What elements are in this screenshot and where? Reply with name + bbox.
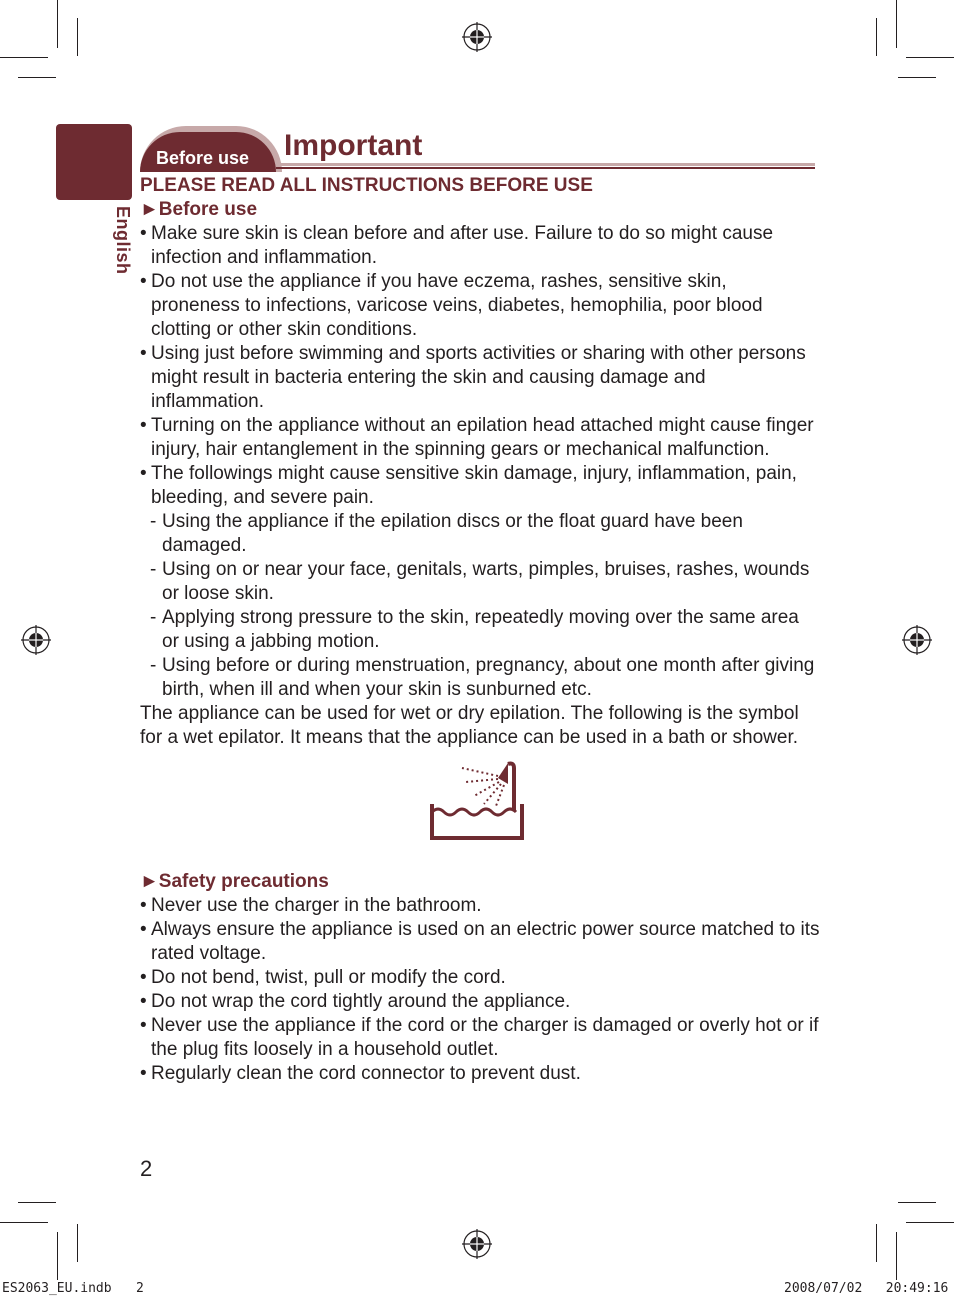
page-title: Important [284,129,423,162]
sub-list-item: - Using on or near your face, genitals, warts, pimples, bruises, rashes, wounds or loose skin. [140,558,820,606]
page-number: 2 [140,1156,153,1181]
list-item: • Regularly clean the cord connector to prevent dust. [140,1062,820,1086]
crop-mark [0,57,48,58]
crop-mark [896,0,897,48]
before-use-heading: ►Before use [140,199,258,220]
safety-list [140,894,820,1086]
list-item: • Make sure skin is clean before and after use. Failure to do so might cause infection and inflammation. [140,222,820,270]
safety-heading: ►Safety precautions [140,871,329,892]
crop-mark [896,1232,897,1280]
sub-list-item: - Applying strong pressure to the skin, repeatedly moving over the same area or using a jabbing motion. [140,606,820,654]
crop-mark [906,1222,954,1223]
crop-mark [876,18,877,56]
sub-list-item: - Using the appliance if the epilation discs or the float guard have been damaged. [140,510,820,558]
crop-mark [57,0,58,48]
wet-dry-paragraph: The appliance can be used for wet or dry epilation. The following is the symbol for a wet epilator. It means that the appliance can be used in a bath or shower. [140,703,799,748]
list-item: • The followings might cause sensitive skin damage, injury, inflammation, pain, bleeding, and severe pain. [140,462,820,510]
title-rule [276,163,815,166]
registration-mark-icon [902,625,932,655]
registration-mark-icon [462,22,492,52]
list-item: • Do not use the appliance if you have eczema, rashes, sensitive skin, proneness to infections, varicose veins, diabetes, hemophilia, poor blood clotting or other skin conditions. [140,270,820,342]
list-item: • Turning on the appliance without an epilation head attached might cause finger injury, hair entanglement in the spinning gears or mechanical malfunction. [140,414,820,462]
crop-mark [18,1202,56,1203]
main-content [140,174,820,1086]
crop-mark [898,1202,936,1203]
list-item: • Do not wrap the cord tightly around the appliance. [140,990,820,1014]
registration-mark-icon [462,1229,492,1259]
crop-mark [898,77,936,78]
list-item: • Never use the charger in the bathroom. [140,894,820,918]
footer-filename: ES2063_EU.indb [2,1281,112,1296]
crop-mark [906,57,954,58]
crop-mark [18,77,56,78]
crop-mark [77,1224,78,1262]
crop-mark [57,1232,58,1280]
crop-mark [0,1222,48,1223]
title-rule [276,167,815,169]
list-item: • Using just before swimming and sports activities or sharing with other persons might result in bacteria entering the skin and causing damage and inflammation. [140,342,820,414]
before-use-list [140,222,820,702]
wet-symbol-container [140,750,820,870]
list-item: • Never use the appliance if the cord or the charger is damaged or overly hot or if the plug fits loosely in a household outlet. [140,1014,820,1062]
instructions-heading: PLEASE READ ALL INSTRUCTIONS BEFORE USE [140,175,593,196]
language-tab [56,124,132,200]
bath-shower-icon [428,760,528,844]
footer-timestamp: 2008/07/02 20:49:16 [784,1281,949,1296]
registration-mark-icon [21,625,51,655]
crop-mark [77,18,78,56]
sub-list-item: - Using before or during menstruation, pregnancy, about one month after giving birth, when ill and when your skin is sunburned etc. [140,654,820,702]
crop-mark [876,1224,877,1262]
language-label: English [113,206,133,275]
list-item: • Always ensure the appliance is used on an electric power source matched to its rated voltage. [140,918,820,966]
footer-page: 2 [136,1281,144,1296]
section-tab-label: Before use [156,148,250,168]
list-item: • Do not bend, twist, pull or modify the cord. [140,966,820,990]
